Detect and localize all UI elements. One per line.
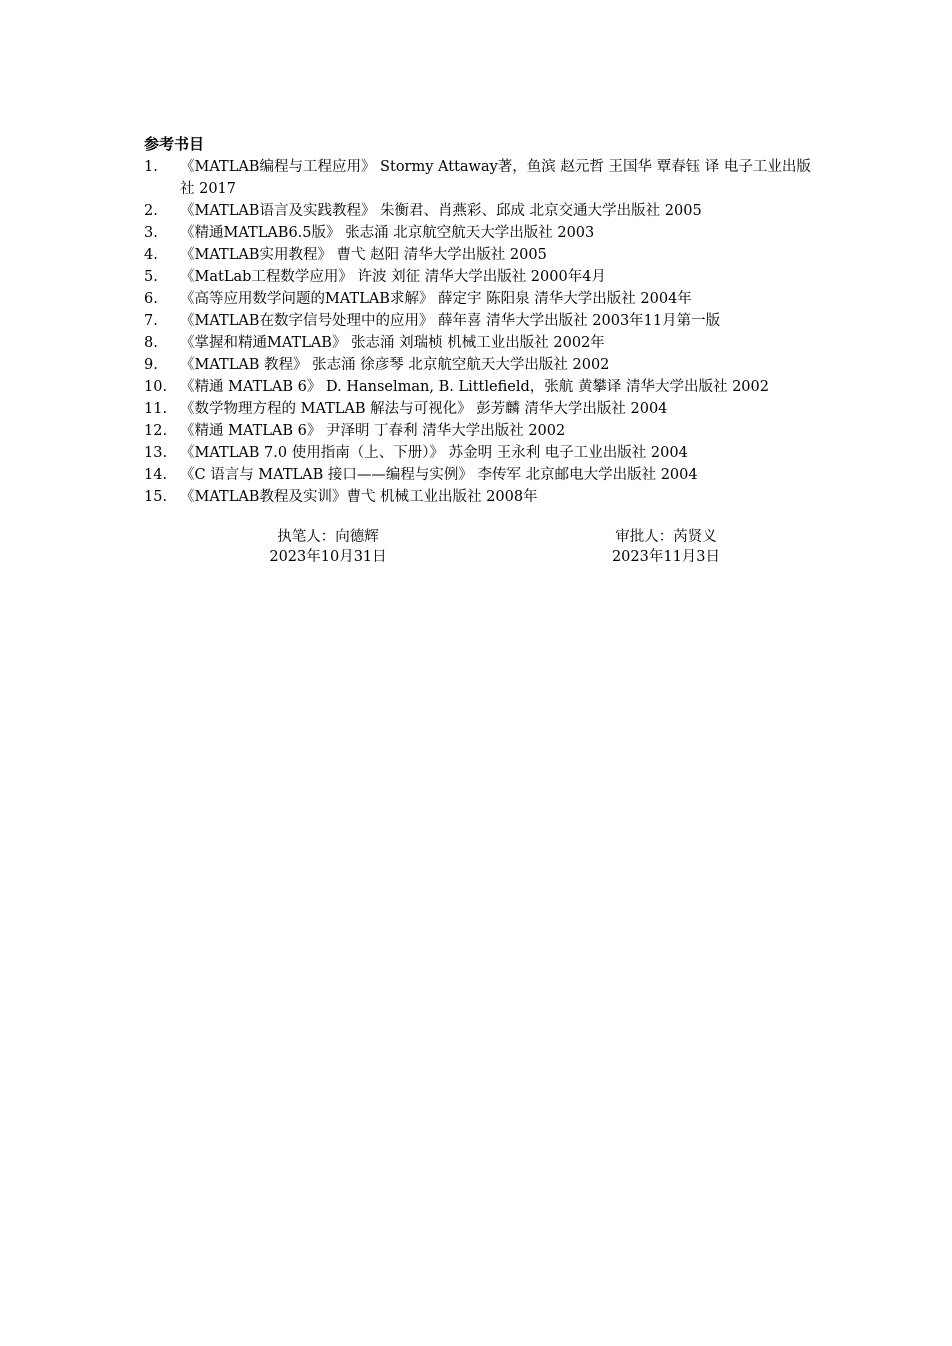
reference-item: [144, 398, 824, 420]
reference-text: 《MATLAB编程与工程应用》 Stormy Attaway著，鱼滨 赵元哲 王国华 覃春钰 译 电子工业出版社 2017: [180, 159, 811, 197]
reference-item: [144, 486, 824, 508]
reference-item: [144, 244, 824, 266]
reference-text: 《MATLAB实用教程》 曹弋 赵阳 清华大学出版社 2005: [180, 247, 547, 263]
reference-number: 4.: [144, 247, 158, 263]
reference-text: 《精通 MATLAB 6》 D. Hanselman, B. Littlefield，张航 黄攀译 清华大学出版社 2002: [180, 379, 769, 395]
reference-item: [144, 156, 824, 200]
reference-text: 《掌握和精通MATLAB》 张志涌 刘瑞桢 机械工业出版社 2002年: [180, 335, 605, 351]
reference-number: 9.: [144, 357, 158, 373]
reference-text: 《MATLAB在数字信号处理中的应用》 薛年喜 清华大学出版社 2003年11月第一版: [180, 313, 721, 329]
reference-number: 12.: [144, 423, 168, 439]
reference-number: 5.: [144, 269, 158, 285]
reference-item: [144, 200, 824, 222]
approver-signature-block: [596, 527, 736, 567]
reference-text: 《MATLAB语言及实践教程》 朱衡君、肖燕彩、邱成 北京交通大学出版社 2005: [180, 203, 702, 219]
reference-number: 15.: [144, 489, 168, 505]
author-label: 执笔人：向德辉: [277, 529, 379, 545]
reference-number: 1.: [144, 159, 158, 175]
reference-text: 《MATLAB 教程》 张志涌 徐彦琴 北京航空航天大学出版社 2002: [180, 357, 610, 373]
reference-text: 《数学物理方程的 MATLAB 解法与可视化》 彭芳麟 清华大学出版社 2004: [180, 401, 668, 417]
reference-item: [144, 376, 824, 398]
approver-date: 2023年11月3日: [611, 549, 721, 565]
reference-number: 7.: [144, 313, 158, 329]
reference-item: [144, 420, 824, 442]
reference-text: 《MATLAB教程及实训》曹弋 机械工业出版社 2008年: [180, 489, 538, 505]
reference-text: 《精通 MATLAB 6》 尹泽明 丁春利 清华大学出版社 2002: [180, 423, 566, 439]
reference-number: 11.: [144, 401, 168, 417]
reference-number: 8.: [144, 335, 158, 351]
references-heading: 参考书目: [144, 135, 205, 153]
reference-item: [144, 288, 824, 310]
references-list: [144, 156, 824, 508]
reference-number: 6.: [144, 291, 158, 307]
reference-item: [144, 354, 824, 376]
reference-item: [144, 222, 824, 244]
reference-text: 《C 语言与 MATLAB 接口——编程与实例》 李传军 北京邮电大学出版社 2004: [180, 467, 698, 483]
reference-item: [144, 442, 824, 464]
reference-text: 《高等应用数学问题的MATLAB求解》 薛定宇 陈阳泉 清华大学出版社 2004年: [180, 291, 692, 307]
reference-item: [144, 266, 824, 288]
reference-item: [144, 310, 824, 332]
reference-number: 2.: [144, 203, 158, 219]
reference-text: 《MATLAB 7.0 使用指南（上、下册）》 苏金明 王永利 电子工业出版社 2004: [180, 445, 688, 461]
reference-number: 3.: [144, 225, 158, 241]
reference-item: [144, 464, 824, 486]
author-signature-block: [258, 527, 398, 567]
author-date: 2023年10月31日: [269, 549, 387, 565]
reference-number: 14.: [144, 467, 168, 483]
reference-number: 13.: [144, 445, 168, 461]
approver-label: 审批人：芮贤义: [615, 529, 717, 545]
reference-text: 《精通MATLAB6.5版》 张志涌 北京航空航天大学出版社 2003: [180, 225, 595, 241]
reference-number: 10.: [144, 379, 168, 395]
reference-item: [144, 332, 824, 354]
reference-text: 《MatLab工程数学应用》 许波 刘征 清华大学出版社 2000年4月: [180, 269, 606, 285]
